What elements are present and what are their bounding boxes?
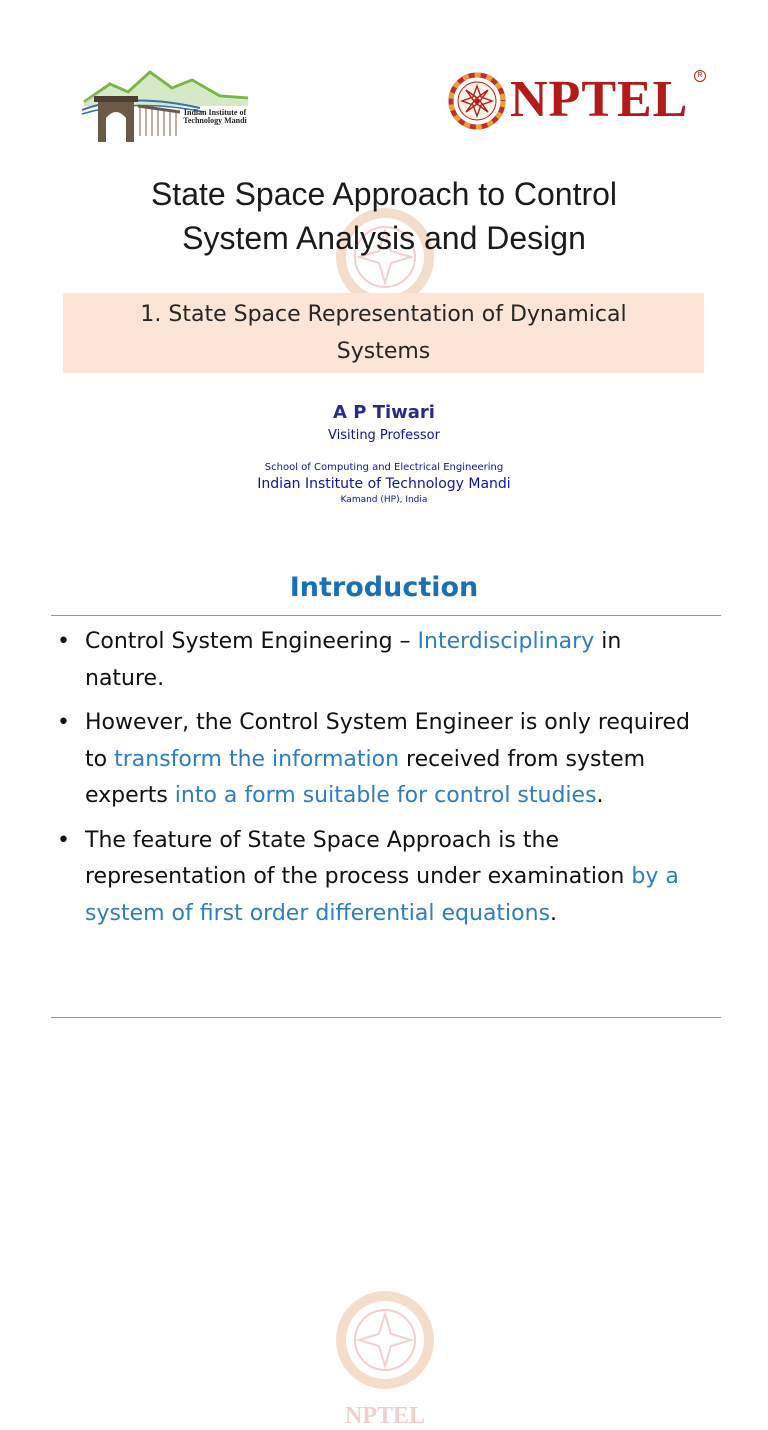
bullet-text: . bbox=[596, 783, 604, 808]
bullet-text: However, the Control System Engineer is only required to bbox=[85, 710, 691, 772]
nptel-watermark bbox=[330, 1285, 440, 1430]
bullet-item bbox=[57, 624, 707, 697]
bullet-marker: • bbox=[57, 629, 70, 654]
highlight-text: into a form suitable for control studies bbox=[174, 783, 597, 808]
iit-logo-text: Indian Institute of Technology Mandi bbox=[183, 108, 247, 125]
slide-subtitle bbox=[63, 296, 704, 370]
highlight-text: by a system of first order differential equations bbox=[85, 864, 679, 926]
highlight-text: transform the information bbox=[114, 746, 400, 772]
slide-title bbox=[0, 172, 768, 260]
bullet-text: in nature. bbox=[85, 629, 622, 691]
author-role: Visiting Professor bbox=[328, 428, 440, 443]
bullet-list bbox=[57, 624, 707, 940]
highlight-text: Interdisciplinary bbox=[417, 629, 595, 654]
nptel-emblem-icon bbox=[448, 72, 506, 130]
school-name: School of Computing and Electrical Engineering bbox=[264, 462, 504, 473]
footer-divider bbox=[51, 1017, 721, 1018]
title-line-2: System Analysis and Design bbox=[182, 220, 586, 256]
bullet-item bbox=[57, 823, 707, 933]
bullet-item bbox=[57, 705, 707, 815]
svg-text:NPTEL: NPTEL bbox=[344, 1403, 426, 1429]
author-name: A P Tiwari bbox=[333, 402, 435, 423]
introduction-slide bbox=[0, 550, 768, 1429]
bullet-text: received from system experts bbox=[85, 746, 646, 808]
subtitle-line-1: 1. State Space Representation of Dynamical bbox=[140, 302, 627, 327]
heading-divider bbox=[51, 615, 721, 616]
subtitle-line-2: Systems bbox=[336, 339, 431, 364]
institute-name: Indian Institute of Technology Mandi bbox=[257, 476, 511, 492]
intro-heading: Introduction bbox=[289, 572, 479, 603]
bullet-text: Control System Engineering – bbox=[85, 629, 418, 654]
bullet-marker: • bbox=[57, 710, 70, 735]
nptel-logo bbox=[448, 68, 710, 134]
institute-location: Kamand (HP), India bbox=[340, 495, 428, 505]
registered-mark: R bbox=[694, 70, 706, 82]
bullet-text: The feature of State Space Approach is the representation of the process under examination bbox=[85, 827, 632, 889]
title-line-1: State Space Approach to Control bbox=[150, 176, 618, 212]
nptel-logo-text: NPTEL bbox=[510, 71, 689, 128]
bullet-text: . bbox=[550, 900, 558, 926]
iit-mandi-logo bbox=[80, 62, 252, 146]
title-slide bbox=[0, 0, 768, 540]
bullet-marker: • bbox=[57, 827, 70, 853]
